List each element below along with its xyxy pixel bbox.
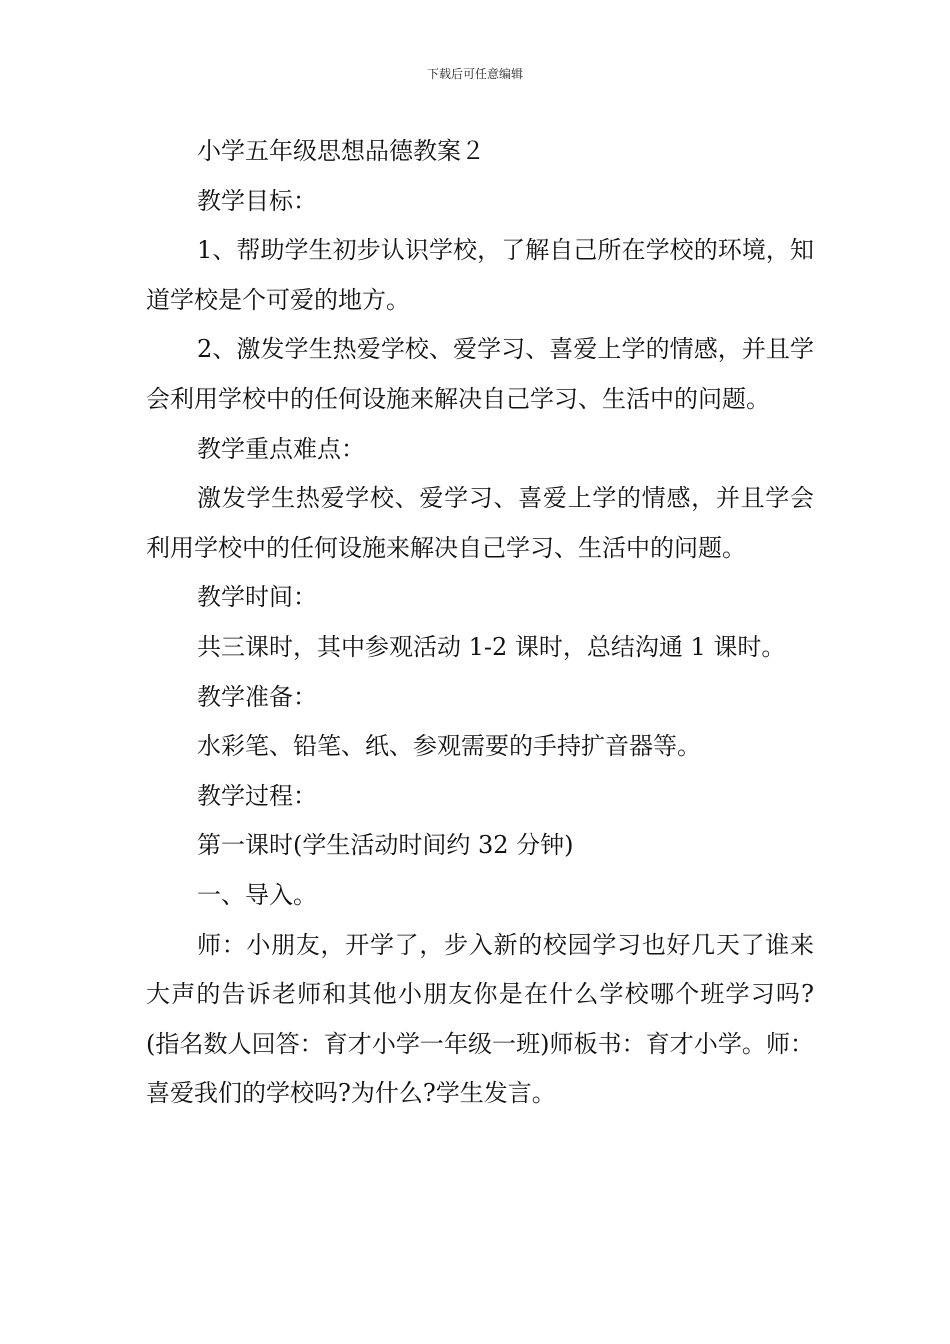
section-heading-time: 教学时间： (197, 583, 317, 612)
section-heading-key-points: 教学重点难点： (197, 434, 365, 463)
paragraph-objective-2: 2、激发学生热爱学校、爱学习、喜爱上学的情感，并且学会利用学校中的任何设施来解决自己学习、生活中的问题。 (146, 335, 814, 413)
paragraph-teacher-dialogue: 师：小朋友，开学了，步入新的校园学习也好几天了谁来大声的告诉老师和其他小朋友你是在什么学校哪个班学习吗?(指名数人回答：育才小学一年级一班)师板书：育才小学。师：喜爱我们的学校吗?为什么?学生发言。 (146, 930, 814, 1108)
page-header-note: 下载后可任意编辑 (426, 67, 523, 81)
paragraph-objective-1: 1、帮助学生初步认识学校，了解自己所在学校的环境，知道学校是个可爱的地方。 (146, 236, 814, 314)
document-title: 小学五年级思想品德教案２ (197, 137, 485, 165)
section-heading-process: 教学过程： (197, 781, 317, 810)
paragraph-time: 共三课时，其中参观活动 1-2 课时，总结沟通 1 课时。 (197, 632, 786, 661)
section-heading-objectives: 教学目标： (197, 186, 317, 215)
section-heading-preparation: 教学准备： (197, 682, 317, 711)
paragraph-introduction-heading: 一、导入。 (197, 880, 317, 909)
document-body (146, 127, 814, 1119)
paragraph-key-points: 激发学生热爱学校、爱学习、喜爱上学的情感，并且学会利用学校中的任何设施来解决自己学习、生活中的问题。 (146, 484, 814, 562)
paragraph-preparation: 水彩笔、铅笔、纸、参观需要的手持扩音器等。 (197, 732, 701, 761)
paragraph-first-lesson: 第一课时(学生活动时间约 32 分钟) (197, 831, 574, 860)
